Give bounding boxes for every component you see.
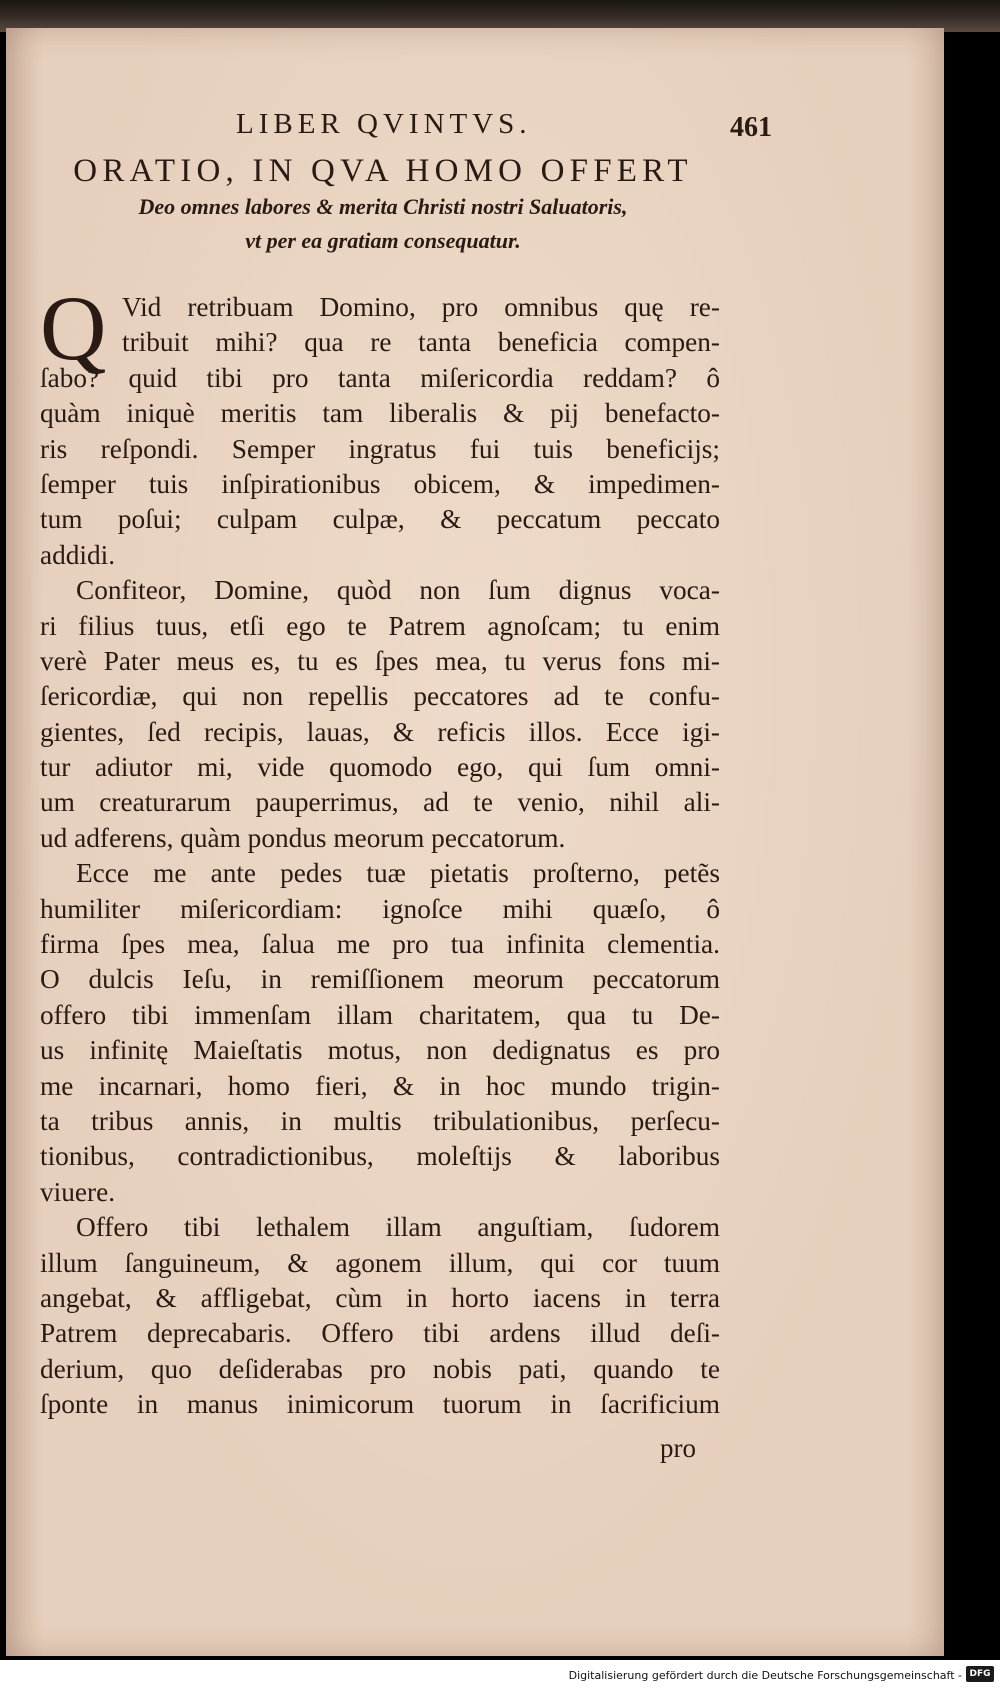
text-line: angebat, & affligebat, cùm in horto iacens in terra xyxy=(40,1282,720,1313)
text-line: me incarnari, homo fieri, & in hoc mundo trigin- xyxy=(40,1070,720,1101)
text-line: verè Pater meus es, tu es ſpes mea, tu verus fons mi- xyxy=(40,645,720,676)
text-line: illum ſanguineum, & agonem illum, qui cor tuum xyxy=(40,1247,720,1278)
digitization-footer xyxy=(0,1660,1000,1695)
text-line: ud adferens, quàm pondus meorum peccatorum. xyxy=(40,822,566,853)
text-line: us infinitę Maieſtatis motus, non dedignatus es pro xyxy=(40,1035,720,1066)
text-line: derium, quo deſiderabas pro nobis pati, quando te xyxy=(40,1353,720,1384)
text-line: tionibus, contradictionibus, moleſtijs & laboribus xyxy=(40,1141,720,1172)
text-line: tum poſui; culpam culpæ, & peccatum peccato xyxy=(40,504,720,535)
prayer-title-line-1: ORATIO, IN QVA HOMO OFFERT xyxy=(73,153,693,189)
text-line: ſemper tuis inſpirationibus obicem, & impedimen- xyxy=(40,468,720,499)
text-line: ſericordiæ, qui non repellis peccatores ad te confu- xyxy=(40,681,720,712)
text-line: ris reſpondi. Semper ingratus fui tuis beneficijs; xyxy=(40,433,720,464)
dfg-logo: DFG xyxy=(966,1666,994,1682)
prayer-title xyxy=(38,152,728,258)
text-line: ſponte in manus inimicorum tuorum in ſacrificium xyxy=(40,1389,720,1420)
text-line: Offero tibi lethalem illam anguſtiam, ſudorem xyxy=(76,1212,720,1243)
running-head xyxy=(0,108,1000,148)
funding-credit: Digitalisierung gefördert durch die Deutsche Forschungsgemeinschaft - xyxy=(568,1669,962,1682)
text-line: ta tribus annis, in multis tribulationibus, perſecu- xyxy=(40,1105,720,1136)
running-title: LIBER QVINTVS. xyxy=(236,108,532,140)
text-line: um creaturarum pauperrimus, ad te venio, nihil ali- xyxy=(40,787,720,818)
prayer-title-line-2: Deo omnes labores & merita Christi nostri Saluatoris, xyxy=(138,194,628,219)
catchword: pro xyxy=(660,1433,696,1463)
text-line: O dulcis Ieſu, in remiſſionem meorum peccatorum xyxy=(40,964,720,995)
text-line: Confiteor, Domine, quòd non ſum dignus voca- xyxy=(76,575,720,606)
body-text xyxy=(40,277,720,1423)
text-line: Ecce me ante pedes tuæ pietatis proſterno, petẽs xyxy=(76,858,720,889)
text-line: Vid retribuam Domino, pro omnibus quę re- xyxy=(122,292,720,322)
text-line: quàm iniquè meritis tam liberalis & pij benefacto- xyxy=(40,398,720,429)
text-line: offero tibi immenſam illam charitatem, qua tu De- xyxy=(40,999,720,1030)
text-line: ſabo? quid tibi pro tanta miſericordia reddam? ô xyxy=(40,362,720,393)
text-line: Patrem deprecabaris. Offero tibi ardens illud deſi- xyxy=(40,1318,720,1349)
text-line: tur adiutor mi, vide quomodo ego, qui ſum omni- xyxy=(40,752,720,783)
page-number: 461 xyxy=(730,112,772,143)
text-line: gientes, ſed recipis, lauas, & reficis illos. Ecce igi- xyxy=(40,716,720,747)
prayer-title-line-3: vt per ea gratiam consequatur. xyxy=(245,228,521,253)
drop-cap: Q xyxy=(40,277,107,379)
text-line: viuere. xyxy=(40,1176,116,1207)
text-line: addidi. xyxy=(40,539,116,570)
text-line: ri filius tuus, etſi ego te Patrem agnoſcam; tu enim xyxy=(40,610,720,641)
text-line: tribuit mihi? qua re tanta beneficia compen- xyxy=(122,327,720,358)
text-line: humiliter miſericordiam: ignoſce mihi quæſo, ô xyxy=(40,893,720,924)
text-line: firma ſpes mea, ſalua me pro tua infinita clementia. xyxy=(40,929,720,960)
